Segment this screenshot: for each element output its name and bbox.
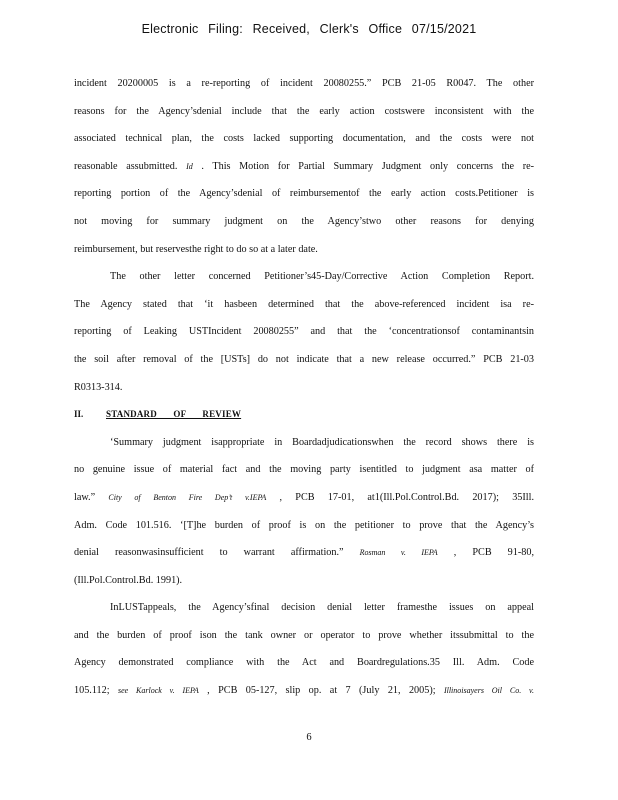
- citation-id: Id: [186, 161, 193, 171]
- body-line: InLUSTappeals, the Agency’sfinal decision denial letter framesthe issues on appeal: [110, 602, 534, 614]
- body-line: reporting portion of the Agency’sdenial of reimbursementof the early action costs.Petitioner is: [74, 188, 534, 200]
- document-body: [74, 70, 534, 705]
- body-line: [74, 153, 534, 181]
- text-run: , PCB 91-80,: [437, 547, 534, 559]
- body-line: [74, 484, 534, 512]
- body-line: and the burden of proof ison the tank owner or operator to prove whether itssubmittal to the: [74, 629, 534, 641]
- body-line: The other letter concerned Petitioner’s45-Day/Corrective Action Completion Report.: [110, 271, 534, 283]
- body-line: The Agency stated that ‘it hasbeen determined that the above-referenced incident isa re-: [74, 298, 534, 310]
- text-run: denial reasonwasinsufficient to warrant affirmation.”: [74, 547, 360, 559]
- body-line: ‘Summary judgment isappropriate in Boardadjudicationswhen the record shows there is: [110, 436, 534, 448]
- body-line: reimbursement, but reservesthe right to do so at a later date.: [74, 243, 318, 255]
- filing-stamp-header: Electronic Filing: Received, Clerk's Office 07/15/2021: [141, 22, 477, 36]
- body-line: [74, 539, 534, 567]
- body-line: reporting of Leaking USTIncident 20080255” and that the ‘concentrationsof contaminantsin: [74, 326, 534, 338]
- section-title: STANDARD OF REVIEW: [106, 409, 242, 420]
- body-line: (Ill.Pol.Control.Bd. 1991).: [74, 574, 183, 586]
- text-run: 105.112;: [74, 685, 118, 697]
- body-line: R0313-314.: [74, 381, 123, 393]
- case-citation: Rosman v. IEPA: [359, 548, 438, 558]
- body-line: reasons for the Agency’sdenial include that the early action costswere inconsistent with the: [74, 105, 534, 117]
- body-line: Adm. Code 101.516. ‘[T]he burden of proof is on the petitioner to prove that the Agency’s: [74, 519, 534, 531]
- case-citation: see Karlock v. IEPA: [117, 686, 199, 696]
- page-number: 6: [306, 732, 312, 743]
- text-run: , PCB 05-127, slip op. at 7 (July 21, 2005);: [198, 685, 444, 697]
- section-heading: [74, 401, 534, 429]
- body-line: Agency demonstrated compliance with the Act and Boardregulations.35 Ill. Adm. Code: [74, 657, 534, 669]
- text-run: . This Motion for Partial Summary Judgment only concerns the re-: [192, 160, 534, 172]
- body-line: the soil after removal of the [USTs] do not indicate that a new release occurred.” PCB 21-03: [74, 353, 534, 365]
- text-run: , PCB 17-01, at1(Ill.Pol.Control.Bd. 2017); 35Ill.: [266, 491, 534, 503]
- text-run: law.”: [74, 491, 109, 503]
- section-number: II.: [74, 409, 84, 420]
- body-line: incident 20200005 is a re-reporting of incident 20080255.” PCB 21-05 R0047. The other: [74, 78, 534, 89]
- body-line: [74, 677, 534, 705]
- text-run: reasonable assubmitted.: [74, 160, 187, 172]
- body-line: associated technical plan, the costs lacked supporting documentation, and the costs were not: [74, 133, 534, 145]
- body-line: no genuine issue of material fact and the moving party isentitled to judgment asa matter of: [74, 464, 534, 476]
- body-line: not moving for summary judgment on the Agency’stwo other reasons for denying: [74, 215, 534, 227]
- case-citation: Illinoisayers Oil Co. v.: [443, 686, 534, 696]
- case-citation: City of Benton Fire Dep’t v.IEPA: [108, 492, 267, 502]
